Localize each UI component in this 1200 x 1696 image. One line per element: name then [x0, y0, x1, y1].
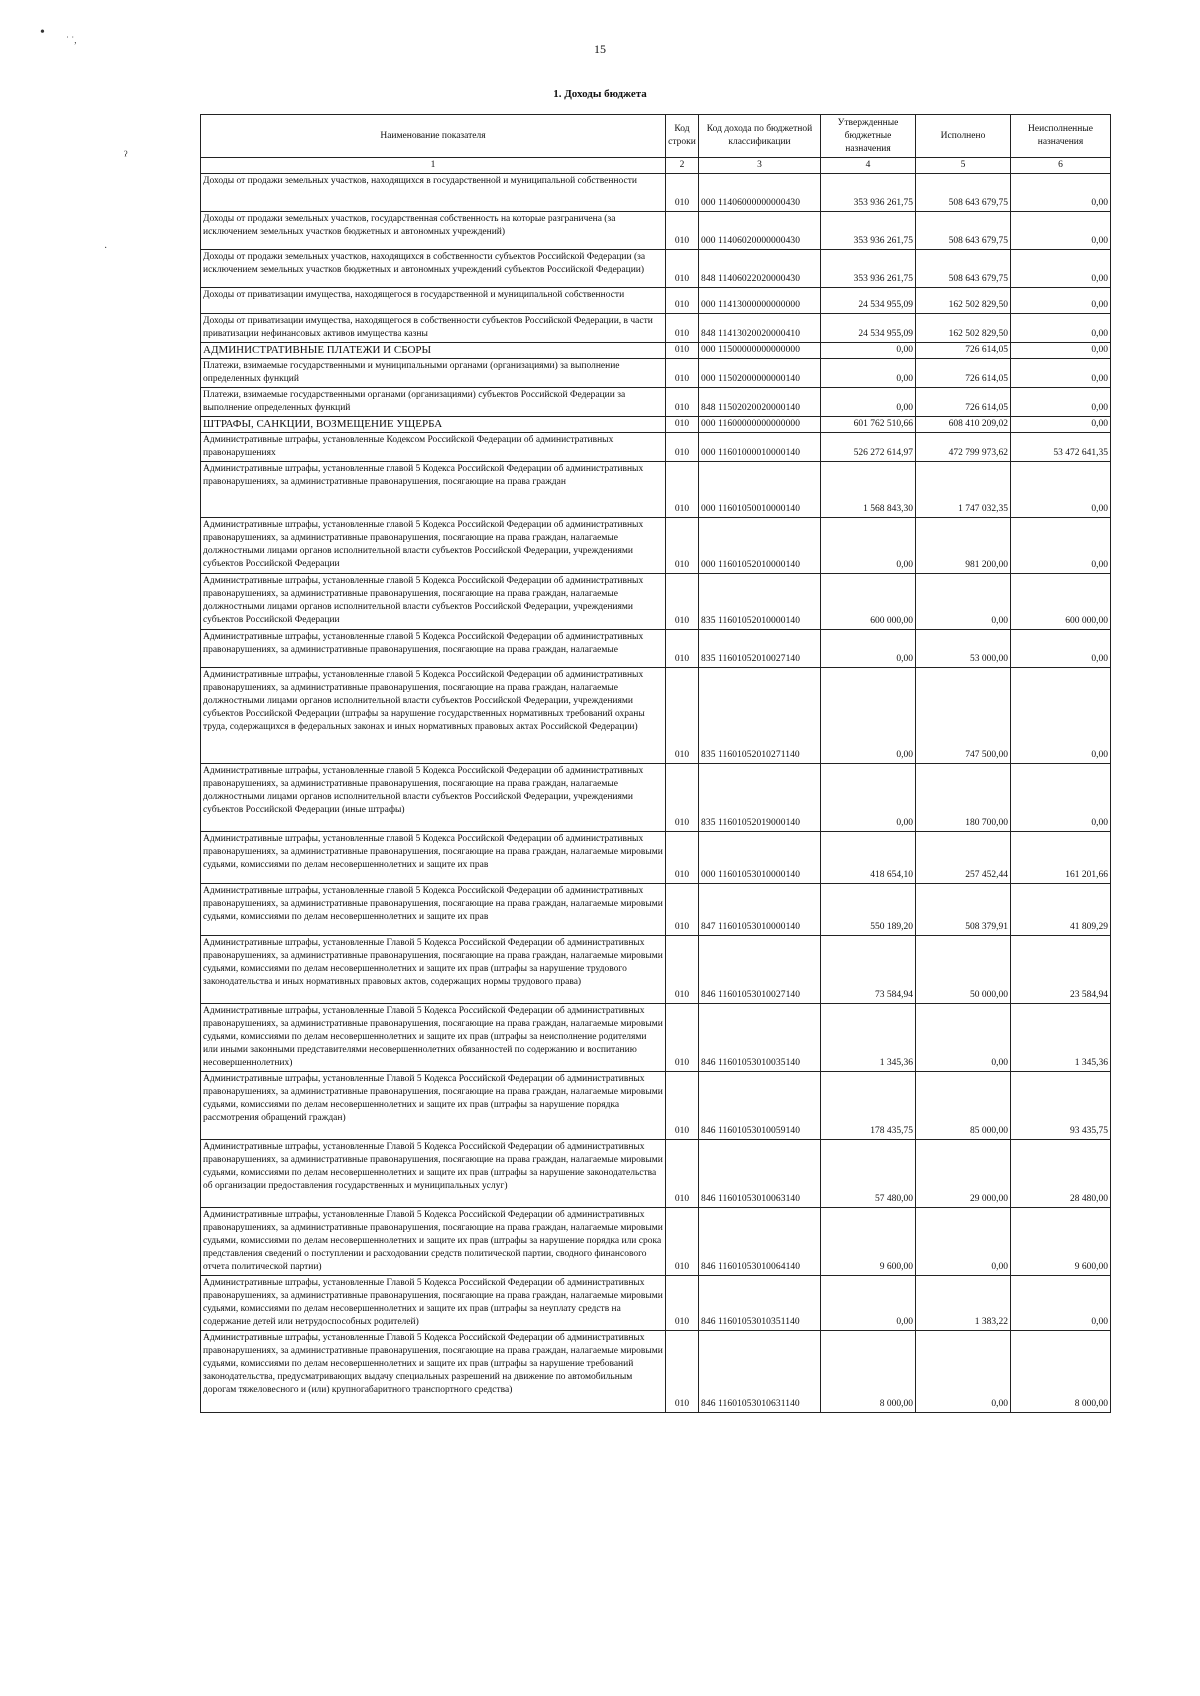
- column-number: 3: [699, 158, 821, 174]
- row-unexecuted: 93 435,75: [1011, 1072, 1111, 1140]
- row-approved: 0,00: [821, 764, 916, 832]
- table-row: [201, 936, 1111, 1004]
- row-approved: 24 534 955,09: [821, 314, 916, 343]
- table-row: [201, 1140, 1111, 1208]
- row-name: Административные штрафы, установленные Главой 5 Кодекса Российской Федерации об административных правонарушениях, за административные правонарушения, посягающие на права граждан, налагаемые мировыми судьями, комиссиями по делам несовершеннолетних и защите их прав (штрафы за нарушение порядка или срока представления сведений о поступлении и расходовании средств политической партии, сводного финансового отчета политической партии): [201, 1208, 666, 1276]
- table-row: [201, 764, 1111, 832]
- row-executed: 53 000,00: [916, 630, 1011, 668]
- row-kbk: 846 11601053010059140: [699, 1072, 821, 1140]
- table-row: [201, 314, 1111, 343]
- row-code: 010: [666, 174, 699, 212]
- row-kbk: 000 11500000000000000: [699, 343, 821, 359]
- row-code: 010: [666, 884, 699, 936]
- row-executed: 508 643 679,75: [916, 212, 1011, 250]
- row-approved: 24 534 955,09: [821, 288, 916, 314]
- row-executed: 472 799 973,62: [916, 433, 1011, 462]
- row-name: Доходы от продажи земельных участков, находящихся в собственности субъектов Российской Федерации (за исключением земельных участков бюджетных и автономных учреждений субъектов Российской Федерации): [201, 250, 666, 288]
- table-row: [201, 1208, 1111, 1276]
- row-executed: 50 000,00: [916, 936, 1011, 1004]
- row-unexecuted: 0,00: [1011, 314, 1111, 343]
- column-number: 5: [916, 158, 1011, 174]
- scan-speck: ˀ: [124, 149, 128, 164]
- row-name: Платежи, взимаемые государственными и муниципальными органами (организациями) за выполнение определенных функций: [201, 359, 666, 388]
- row-kbk: 835 11601052010271140: [699, 668, 821, 764]
- table-row: [201, 832, 1111, 884]
- row-kbk: 000 11601050010000140: [699, 462, 821, 518]
- row-approved: 418 654,10: [821, 832, 916, 884]
- table-row: [201, 1004, 1111, 1072]
- row-unexecuted: 0,00: [1011, 1276, 1111, 1331]
- row-name: Административные штрафы, установленные главой 5 Кодекса Российской Федерации об административных правонарушениях, за административные правонарушения, посягающие на права граждан, налагаемые должностными лицами органов исполнительной власти субъектов Российской Федерации, учреждениями субъектов Российской Федерации: [201, 518, 666, 574]
- row-executed: 1 747 032,35: [916, 462, 1011, 518]
- row-code: 010: [666, 388, 699, 417]
- row-name: Административные штрафы, установленные главой 5 Кодекса Российской Федерации об административных правонарушениях, за административные правонарушения, посягающие на права граждан, налагаемые должностными лицами органов исполнительной власти субъектов Российской Федерации, учреждениями субъектов Российской Федерации (штрафы за нарушение государственных нормативных требований охраны труда, содержащихся в федеральных законах и иных нормативных правовых актах Российской Федерации): [201, 668, 666, 764]
- table-header: [201, 115, 1111, 158]
- row-code: 010: [666, 764, 699, 832]
- row-name: Административные штрафы, установленные Главой 5 Кодекса Российской Федерации об административных правонарушениях, за административные правонарушения, посягающие на права граждан, налагаемые мировыми судьями, комиссиями по делам несовершеннолетних и защите их прав (штрафы за неисполнение родителями или иными законными представителями несовершеннолетних обязанностей по содержанию и воспитанию несовершеннолетних): [201, 1004, 666, 1072]
- row-kbk: 000 11601052010000140: [699, 518, 821, 574]
- row-code: 010: [666, 1140, 699, 1208]
- row-executed: 0,00: [916, 1004, 1011, 1072]
- row-code: 010: [666, 936, 699, 1004]
- row-kbk: 835 11601052010027140: [699, 630, 821, 668]
- section-title: 1. Доходы бюджета: [553, 88, 647, 100]
- row-executed: 726 614,05: [916, 343, 1011, 359]
- row-executed: 508 643 679,75: [916, 250, 1011, 288]
- row-name: Административные штрафы, установленные Главой 5 Кодекса Российской Федерации об административных правонарушениях, за административные правонарушения, посягающие на права граждан, налагаемые мировыми судьями, комиссиями по делам несовершеннолетних и защите их прав (штрафы за нарушение требований законодательства, предусматривающих выдачу специальных разрешений на движение по автомобильным дорогам тяжеловесного и (или) крупногабаритного транспортного средства): [201, 1331, 666, 1413]
- row-code: 010: [666, 433, 699, 462]
- row-name: ШТРАФЫ, САНКЦИИ, ВОЗМЕЩЕНИЕ УЩЕРБА: [201, 417, 666, 433]
- row-name: АДМИНИСТРАТИВНЫЕ ПЛАТЕЖИ И СБОРЫ: [201, 343, 666, 359]
- table-row: [201, 343, 1111, 359]
- row-unexecuted: 53 472 641,35: [1011, 433, 1111, 462]
- row-name: Административные штрафы, установленные Кодексом Российской Федерации об административных правонарушениях: [201, 433, 666, 462]
- row-kbk: 000 11600000000000000: [699, 417, 821, 433]
- row-approved: 0,00: [821, 359, 916, 388]
- header-cell: Неисполненные назначения: [1011, 115, 1111, 158]
- row-unexecuted: 0,00: [1011, 212, 1111, 250]
- row-approved: 1 568 843,30: [821, 462, 916, 518]
- table-row: [201, 668, 1111, 764]
- table-row: [201, 388, 1111, 417]
- table-row: [201, 462, 1111, 518]
- row-kbk: 846 11601053010063140: [699, 1140, 821, 1208]
- row-name: Административные штрафы, установленные Главой 5 Кодекса Российской Федерации об административных правонарушениях, за административные правонарушения, посягающие на права граждан, налагаемые мировыми судьями, комиссиями по делам несовершеннолетних и защите их прав (штрафы за нарушение трудового законодательства и иных нормативных правовых актов, содержащих нормы трудового права): [201, 936, 666, 1004]
- row-unexecuted: 23 584,94: [1011, 936, 1111, 1004]
- row-approved: 0,00: [821, 668, 916, 764]
- table-row: [201, 574, 1111, 630]
- row-name: Административные штрафы, установленные главой 5 Кодекса Российской Федерации об административных правонарушениях, за административные правонарушения, посягающие на права граждан, налагаемые должностными лицами органов исполнительной власти субъектов Российской Федерации, учреждениями субъектов Российской Федерации (иные штрафы): [201, 764, 666, 832]
- row-approved: 0,00: [821, 518, 916, 574]
- income-table: [200, 114, 1111, 1413]
- column-number: 4: [821, 158, 916, 174]
- row-executed: 162 502 829,50: [916, 288, 1011, 314]
- table-row: [201, 433, 1111, 462]
- row-kbk: 000 11601053010000140: [699, 832, 821, 884]
- row-executed: 1 383,22: [916, 1276, 1011, 1331]
- row-executed: 981 200,00: [916, 518, 1011, 574]
- column-number: 1: [201, 158, 666, 174]
- row-unexecuted: 600 000,00: [1011, 574, 1111, 630]
- table-row: [201, 518, 1111, 574]
- row-kbk: 846 11601053010064140: [699, 1208, 821, 1276]
- row-approved: 0,00: [821, 388, 916, 417]
- row-executed: 726 614,05: [916, 388, 1011, 417]
- row-name: Доходы от приватизации имущества, находящегося в государственной и муниципальной собственности: [201, 288, 666, 314]
- page-number: 15: [594, 42, 606, 56]
- row-unexecuted: 0,00: [1011, 343, 1111, 359]
- row-kbk: 846 11601053010027140: [699, 936, 821, 1004]
- row-kbk: 835 11601052019000140: [699, 764, 821, 832]
- header-cell: Утвержденные бюджетные назначения: [821, 115, 916, 158]
- row-unexecuted: 161 201,66: [1011, 832, 1111, 884]
- header-cell: Код дохода по бюджетной классификации: [699, 115, 821, 158]
- row-name: Административные штрафы, установленные главой 5 Кодекса Российской Федерации об административных правонарушениях, за административные правонарушения, посягающие на права граждан, налагаемые мировыми судьями, комиссиями по делам несовершеннолетних и защите их прав: [201, 884, 666, 936]
- row-code: 010: [666, 574, 699, 630]
- scan-speck: •: [40, 25, 45, 40]
- row-code: 010: [666, 1276, 699, 1331]
- row-kbk: 847 11601053010000140: [699, 884, 821, 936]
- row-approved: 8 000,00: [821, 1331, 916, 1413]
- table-row: [201, 1276, 1111, 1331]
- row-approved: 601 762 510,66: [821, 417, 916, 433]
- row-executed: 608 410 209,02: [916, 417, 1011, 433]
- header-cell: Код строки: [666, 115, 699, 158]
- row-approved: 9 600,00: [821, 1208, 916, 1276]
- row-approved: 353 936 261,75: [821, 212, 916, 250]
- row-executed: 0,00: [916, 1331, 1011, 1413]
- row-code: 010: [666, 212, 699, 250]
- row-unexecuted: 9 600,00: [1011, 1208, 1111, 1276]
- row-executed: 747 500,00: [916, 668, 1011, 764]
- row-name: Доходы от продажи земельных участков, находящихся в государственной и муниципальной собственности: [201, 174, 666, 212]
- row-approved: 353 936 261,75: [821, 174, 916, 212]
- row-unexecuted: 0,00: [1011, 388, 1111, 417]
- row-code: 010: [666, 1208, 699, 1276]
- row-executed: 0,00: [916, 574, 1011, 630]
- row-code: 010: [666, 630, 699, 668]
- row-kbk: 848 11502020020000140: [699, 388, 821, 417]
- row-code: 010: [666, 417, 699, 433]
- row-name: Административные штрафы, установленные главой 5 Кодекса Российской Федерации об административных правонарушениях, за административные правонарушения, посягающие на права граждан, налагаемые мировыми судьями, комиссиями по делам несовершеннолетних и защите их прав: [201, 832, 666, 884]
- table-row: [201, 359, 1111, 388]
- row-kbk: 000 11406020000000430: [699, 212, 821, 250]
- table-row: [201, 288, 1111, 314]
- row-approved: 0,00: [821, 1276, 916, 1331]
- column-number: 6: [1011, 158, 1111, 174]
- row-kbk: 000 11413000000000000: [699, 288, 821, 314]
- row-executed: 85 000,00: [916, 1072, 1011, 1140]
- row-approved: 0,00: [821, 343, 916, 359]
- row-name: Доходы от приватизации имущества, находящегося в собственности субъектов Российской Федерации, в части приватизации нефинансовых активов имущества казны: [201, 314, 666, 343]
- row-executed: 0,00: [916, 1208, 1011, 1276]
- row-code: 010: [666, 314, 699, 343]
- table-row: [201, 1331, 1111, 1413]
- row-code: 010: [666, 1072, 699, 1140]
- row-code: 010: [666, 359, 699, 388]
- table-body: [201, 174, 1111, 1413]
- row-code: 010: [666, 462, 699, 518]
- row-unexecuted: 0,00: [1011, 250, 1111, 288]
- row-name: Платежи, взимаемые государственными органами (организациями) субъектов Российской Федерации за выполнение определенных функций: [201, 388, 666, 417]
- row-code: 010: [666, 668, 699, 764]
- row-unexecuted: 0,00: [1011, 764, 1111, 832]
- column-number-row: [201, 158, 1111, 174]
- row-unexecuted: 0,00: [1011, 359, 1111, 388]
- row-unexecuted: 0,00: [1011, 462, 1111, 518]
- row-executed: 162 502 829,50: [916, 314, 1011, 343]
- row-unexecuted: 0,00: [1011, 630, 1111, 668]
- row-executed: 508 643 679,75: [916, 174, 1011, 212]
- row-executed: 726 614,05: [916, 359, 1011, 388]
- row-executed: 29 000,00: [916, 1140, 1011, 1208]
- row-name: Административные штрафы, установленные главой 5 Кодекса Российской Федерации об административных правонарушениях, за административные правонарушения, посягающие на права граждан, налагаемые должностными лицами органов исполнительной власти субъектов Российской Федерации, учреждениями субъектов Российской Федерации: [201, 574, 666, 630]
- row-code: 010: [666, 832, 699, 884]
- row-name: Административные штрафы, установленные главой 5 Кодекса Российской Федерации об административных правонарушениях, за административные правонарушения, посягающие на права граждан, налагаемые: [201, 630, 666, 668]
- row-code: 010: [666, 288, 699, 314]
- row-executed: 508 379,91: [916, 884, 1011, 936]
- header-cell: Исполнено: [916, 115, 1011, 158]
- table-row: [201, 1072, 1111, 1140]
- row-kbk: 846 11601053010351140: [699, 1276, 821, 1331]
- row-code: 010: [666, 343, 699, 359]
- table-row: [201, 212, 1111, 250]
- row-unexecuted: 8 000,00: [1011, 1331, 1111, 1413]
- table-row: [201, 884, 1111, 936]
- row-approved: 526 272 614,97: [821, 433, 916, 462]
- row-name: Административные штрафы, установленные Главой 5 Кодекса Российской Федерации об административных правонарушениях, за административные правонарушения, посягающие на права граждан, налагаемые мировыми судьями, комиссиями по делам несовершеннолетних и защите их прав (штрафы за неуплату средств на содержание детей или нетрудоспособных родителей): [201, 1276, 666, 1331]
- row-kbk: 848 11406022020000430: [699, 250, 821, 288]
- row-approved: 0,00: [821, 630, 916, 668]
- header-cell: Наименование показателя: [201, 115, 666, 158]
- table-row: [201, 174, 1111, 212]
- row-unexecuted: 0,00: [1011, 518, 1111, 574]
- table-row: [201, 250, 1111, 288]
- table-row: [201, 630, 1111, 668]
- row-kbk: 846 11601053010631140: [699, 1331, 821, 1413]
- row-kbk: 846 11601053010035140: [699, 1004, 821, 1072]
- row-kbk: 848 11413020020000410: [699, 314, 821, 343]
- row-name: Административные штрафы, установленные Главой 5 Кодекса Российской Федерации об административных правонарушениях, за административные правонарушения, посягающие на права граждан, налагаемые мировыми судьями, комиссиями по делам несовершеннолетних и защите их прав (штрафы за нарушение порядка рассмотрения обращений граждан): [201, 1072, 666, 1140]
- row-kbk: 000 11502000000000140: [699, 359, 821, 388]
- row-approved: 353 936 261,75: [821, 250, 916, 288]
- row-unexecuted: 0,00: [1011, 668, 1111, 764]
- row-kbk: 835 11601052010000140: [699, 574, 821, 630]
- row-kbk: 000 11601000010000140: [699, 433, 821, 462]
- row-executed: 257 452,44: [916, 832, 1011, 884]
- column-number: 2: [666, 158, 699, 174]
- table-row: [201, 417, 1111, 433]
- row-unexecuted: 28 480,00: [1011, 1140, 1111, 1208]
- row-code: 010: [666, 1331, 699, 1413]
- row-approved: 73 584,94: [821, 936, 916, 1004]
- row-unexecuted: 0,00: [1011, 288, 1111, 314]
- row-unexecuted: 0,00: [1011, 417, 1111, 433]
- scan-speck: ˙ ˙,: [66, 35, 77, 45]
- row-approved: 600 000,00: [821, 574, 916, 630]
- scan-speck: ·: [104, 243, 108, 254]
- row-approved: 178 435,75: [821, 1072, 916, 1140]
- row-unexecuted: 1 345,36: [1011, 1004, 1111, 1072]
- row-name: Административные штрафы, установленные главой 5 Кодекса Российской Федерации об административных правонарушениях, за административные правонарушения, посягающие на права граждан: [201, 462, 666, 518]
- row-code: 010: [666, 1004, 699, 1072]
- row-approved: 550 189,20: [821, 884, 916, 936]
- row-kbk: 000 11406000000000430: [699, 174, 821, 212]
- row-executed: 180 700,00: [916, 764, 1011, 832]
- row-name: Доходы от продажи земельных участков, государственная собственность на которые разграничена (за исключением земельных участков бюджетных и автономных учреждений): [201, 212, 666, 250]
- row-code: 010: [666, 518, 699, 574]
- row-name: Административные штрафы, установленные Главой 5 Кодекса Российской Федерации об административных правонарушениях, за административные правонарушения, посягающие на права граждан, налагаемые мировыми судьями, комиссиями по делам несовершеннолетних и защите их прав (штрафы за нарушение законодательства об организации предоставления государственных и муниципальных услуг): [201, 1140, 666, 1208]
- row-unexecuted: 41 809,29: [1011, 884, 1111, 936]
- row-approved: 1 345,36: [821, 1004, 916, 1072]
- row-approved: 57 480,00: [821, 1140, 916, 1208]
- row-code: 010: [666, 250, 699, 288]
- row-unexecuted: 0,00: [1011, 174, 1111, 212]
